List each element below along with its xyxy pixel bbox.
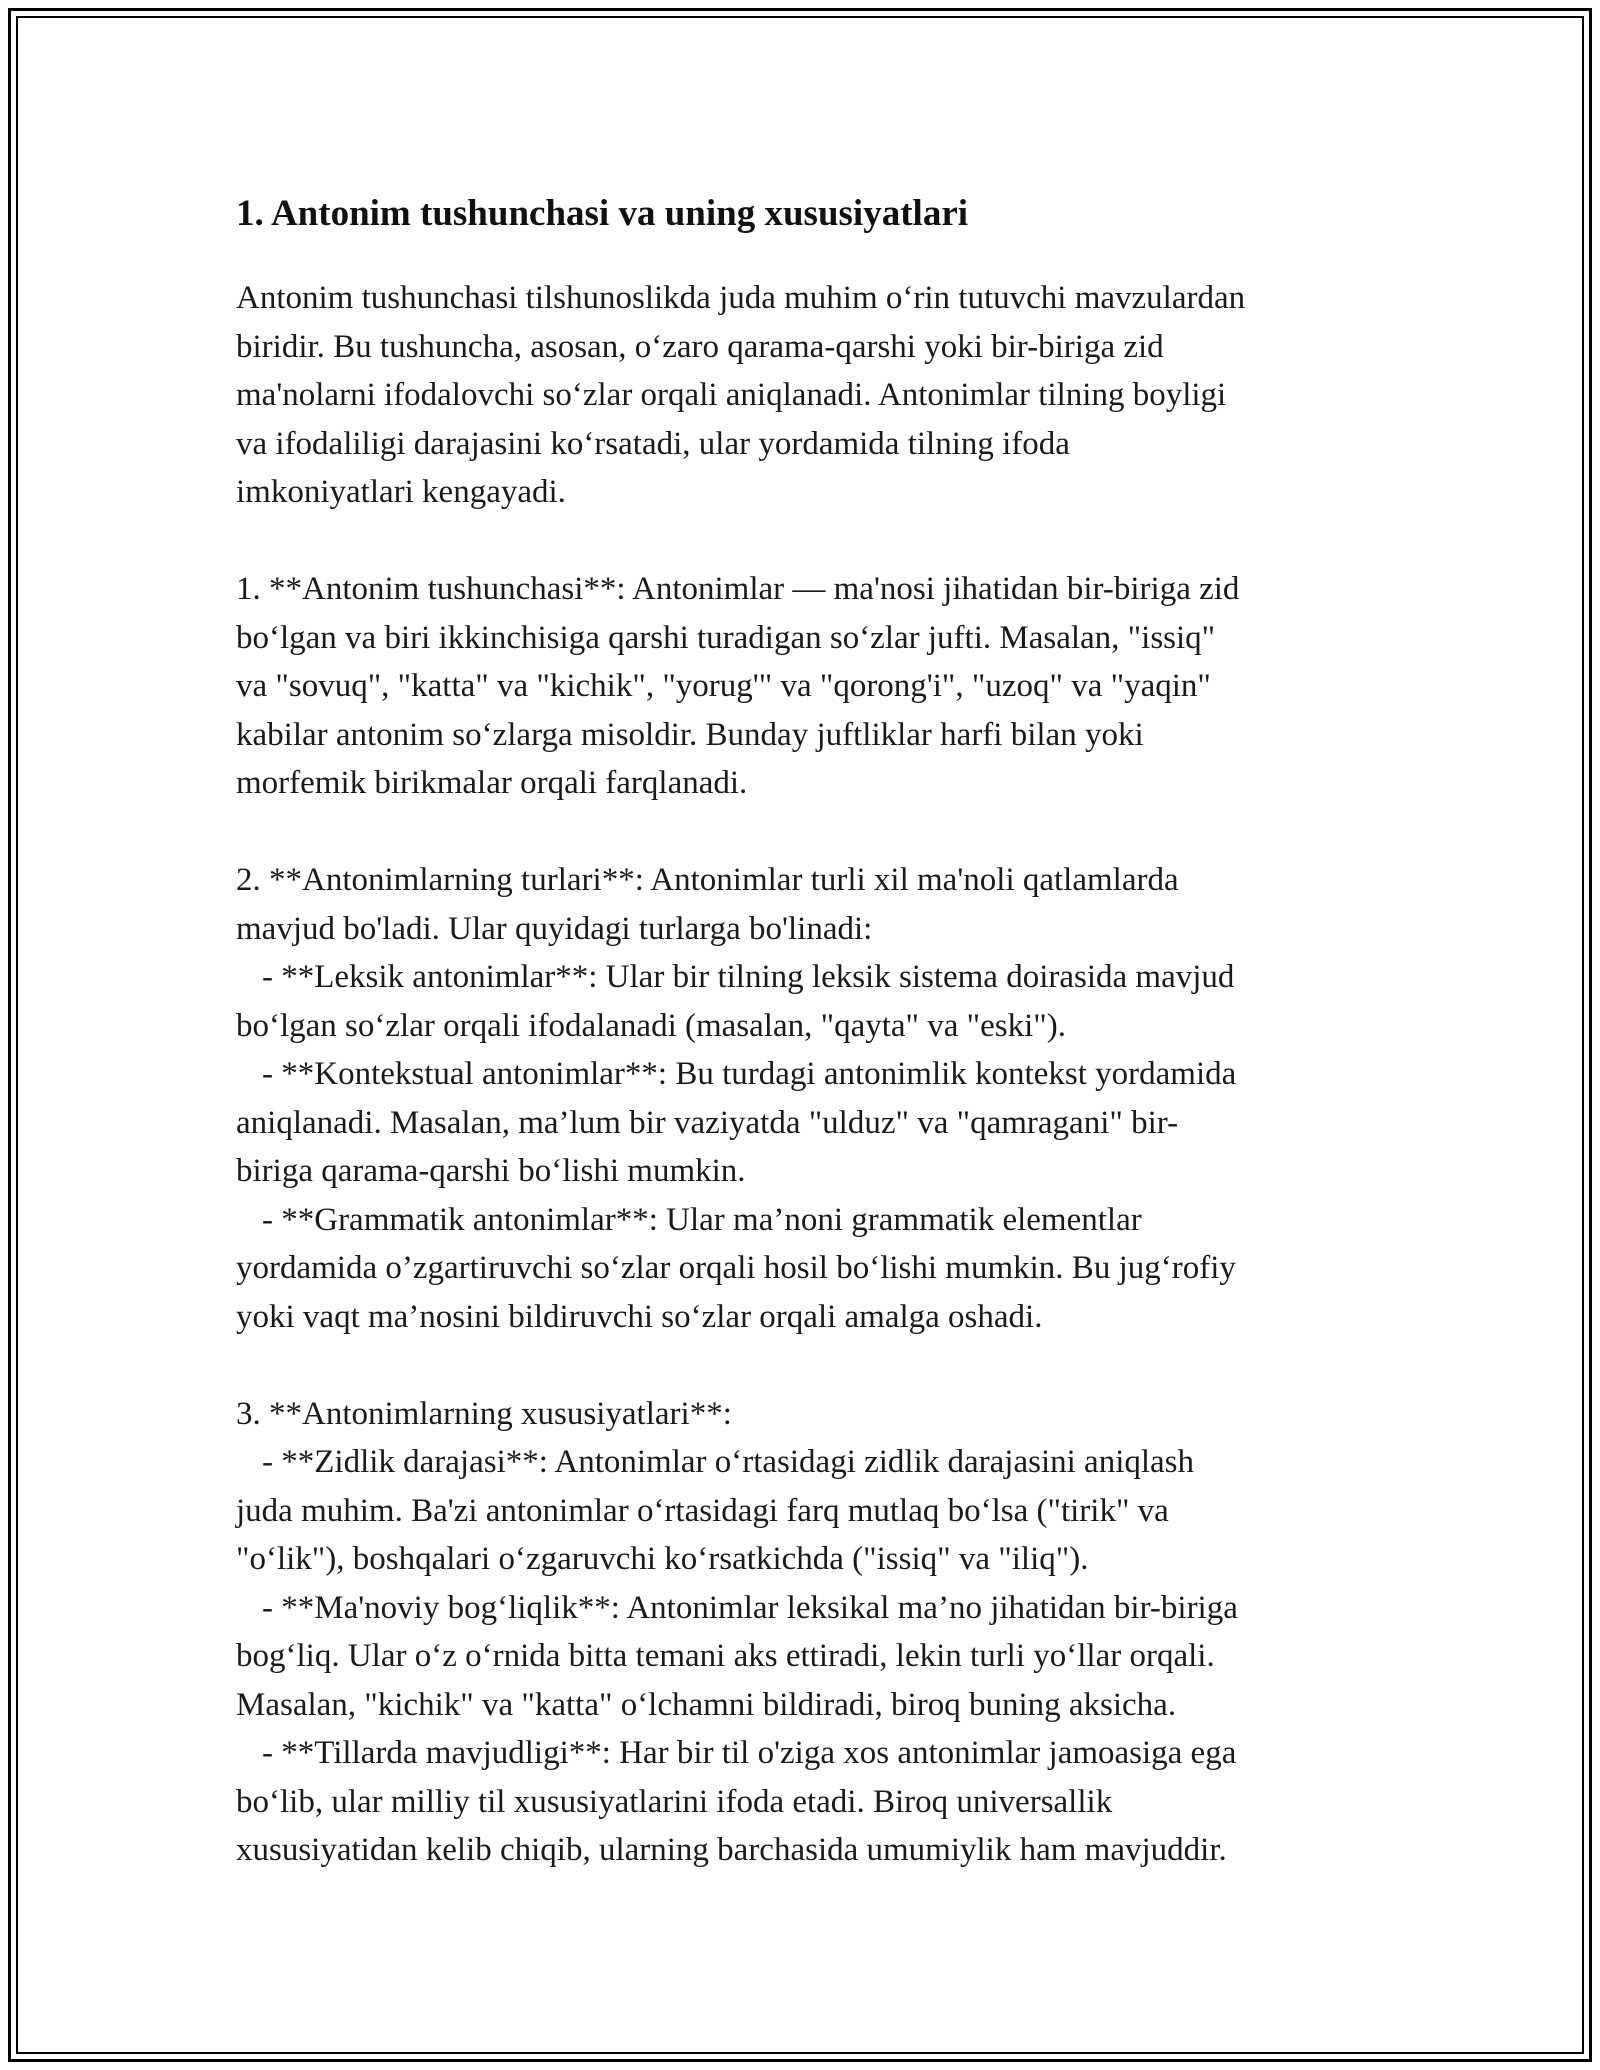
section-3-item-contrast-degree: - **Zidlik darajasi**: Antonimlar o‘rtasidagi zidlik darajasini aniqlash juda muhim. Ba'zi antonimlar o‘rtasidagi farq mutlaq bo‘lsa ("tirik" va "o‘lik"), boshqalari o‘zgaruvchi ko‘rsatkichda ("issiq" va "iliq").	[236, 1444, 1195, 1577]
section-3-item-in-languages: - **Tillarda mavjudligi**: Har bir til o'ziga xos antonimlar jamoasiga ega bo‘lib, ular milliy til xususiyatlarini ifoda etadi. Biroq universallik xususiyatidan kelib chiqib, ularning barchasida umumiylik ham mavjuddir.	[236, 1735, 1237, 1868]
section-2-heading: 2. **Antonimlarning turlari**: Antonimlar turli xil ma'noli qatlamlarda mavjud bo'ladi. Ular quyidagi turlarga bo'linadi:	[236, 862, 1179, 947]
section-2-item-lexical: - **Leksik antonimlar**: Ular bir tilning leksik sistema doirasida mavjud bo‘lgan so‘zlar orqali ifodalanadi (masalan, "qayta" va "eski").	[236, 959, 1235, 1044]
paragraph-gap	[236, 517, 1386, 566]
intro-paragraph: Antonim tushunchasi tilshunoslikda juda muhim o‘rin tutuvchi mavzulardan biridir. Bu tushuncha, asosan, o‘zaro qarama-qarshi yoki bir-biriga zid ma'nolarni ifodalovchi so‘zlar orqali aniqlanadi. Antonimlar tilning boyligi va ifodaliligi darajasini ko‘rsatadi, ular yordamida tilning ifoda imkoniyatlari kengayadi.	[236, 280, 1246, 510]
paragraph-gap	[236, 808, 1386, 857]
section-3-item-semantic-link: - **Ma'noviy bog‘liqlik**: Antonimlar leksikal ma’no jihatidan bir-biriga bog‘liq. Ular o‘z o‘rnida bitta temani aks ettiradi, lekin turli yo‘llar orqali. Masalan, "kichik" va "katta" o‘lchamni bildiradi, biroq buning aksicha.	[236, 1589, 1238, 1723]
section-2-item-contextual: - **Kontekstual antonimlar**: Bu turdagi antonimlik kontekst yordamida aniqlanadi. Masalan, ma’lum bir vaziyatda "ulduz" va "qamragani" bir- biriga qarama-qarshi bo‘lishi mumkin.	[236, 1056, 1237, 1189]
document-title: 1. Antonim tushunchasi va uning xususiyatlari	[236, 193, 969, 234]
section-3-heading: 3. **Antonimlarning xususiyatlari**:	[236, 1395, 732, 1432]
document-page	[236, 190, 1386, 1875]
section-1-paragraph: 1. **Antonim tushunchasi**: Antonimlar — ma'nosi jihatidan bir-biriga zid bo‘lgan va biri ikkinchisiga qarshi turadigan so‘zlar jufti. Masalan, "issiq" va "sovuq", "katta" va "kichik", "yorug'" va "qorong'i", "uzoq" va "yaqin" kabilar antonim so‘zlarga misoldir. Bunday juftliklar harfi bilan yoki morfemik birikmalar orqali farqlanadi.	[236, 571, 1240, 801]
paragraph-gap	[236, 1341, 1386, 1390]
section-2-item-grammatical: - **Grammatik antonimlar**: Ular ma’noni grammatik elementlar yordamida o’zgartiruvchi so‘zlar orqali hosil bo‘lishi mumkin. Bu jug‘rofiy yoki vaqt ma’nosini bildiruvchi so‘zlar orqali amalga oshadi.	[236, 1201, 1236, 1335]
